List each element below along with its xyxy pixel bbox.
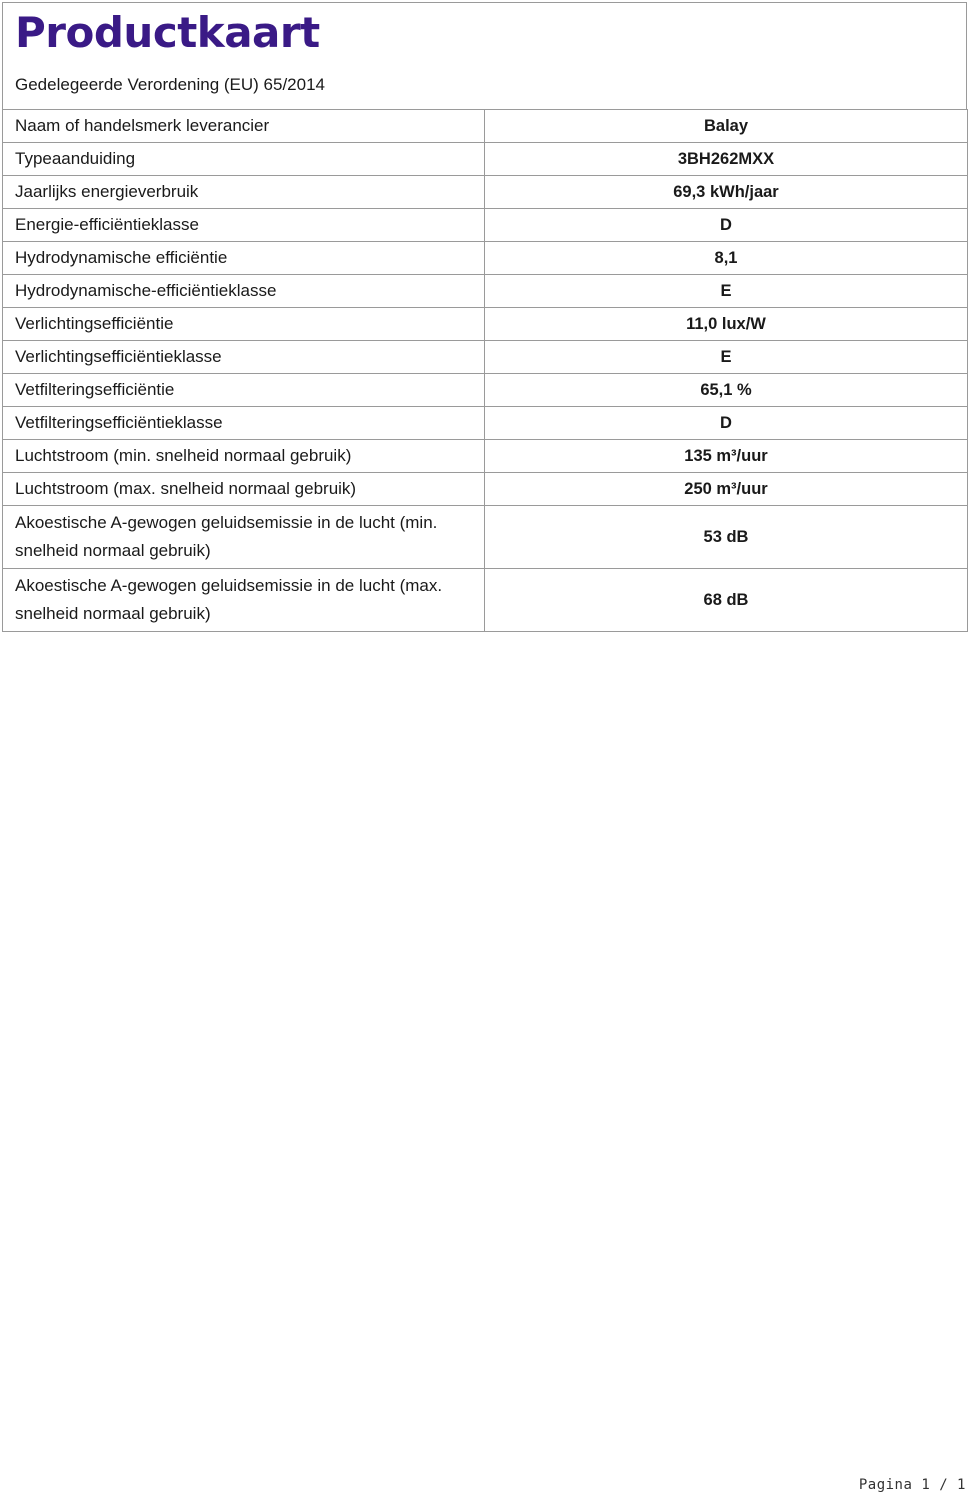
row-label: Energie-efficiëntieklasse bbox=[3, 209, 485, 242]
row-label: Akoestische A-gewogen geluidsemissie in de lucht (max. snelheid normaal gebruik) bbox=[3, 569, 485, 632]
table-row bbox=[3, 341, 968, 374]
row-value: 65,1 % bbox=[485, 374, 968, 407]
row-value: 250 m³/uur bbox=[485, 473, 968, 506]
table-row bbox=[3, 440, 968, 473]
row-label: Hydrodynamische-efficiëntieklasse bbox=[3, 275, 485, 308]
page-number: Pagina 1 / 1 bbox=[858, 1477, 966, 1493]
table-row bbox=[3, 209, 968, 242]
row-label: Luchtstroom (min. snelheid normaal gebruik) bbox=[3, 440, 485, 473]
table-row bbox=[3, 242, 968, 275]
row-label: Verlichtingsefficiëntie bbox=[3, 308, 485, 341]
row-value: D bbox=[485, 407, 968, 440]
row-label: Luchtstroom (max. snelheid normaal gebruik) bbox=[3, 473, 485, 506]
row-value: 68 dB bbox=[485, 569, 968, 632]
row-value: E bbox=[485, 341, 968, 374]
row-label: Typeaanduiding bbox=[3, 143, 485, 176]
table-row bbox=[3, 407, 968, 440]
table-row bbox=[3, 110, 968, 143]
row-label: Jaarlijks energieverbruik bbox=[3, 176, 485, 209]
page-title: Productkaart bbox=[15, 8, 320, 57]
row-value: 135 m³/uur bbox=[485, 440, 968, 473]
row-label: Akoestische A-gewogen geluidsemissie in de lucht (min. snelheid normaal gebruik) bbox=[3, 506, 485, 569]
row-value: D bbox=[485, 209, 968, 242]
product-sheet bbox=[2, 2, 967, 632]
row-value: 11,0 lux/W bbox=[485, 308, 968, 341]
row-value: Balay bbox=[485, 110, 968, 143]
sheet-header bbox=[2, 2, 967, 109]
row-value: 8,1 bbox=[485, 242, 968, 275]
table-row bbox=[3, 275, 968, 308]
spec-table bbox=[2, 109, 968, 632]
table-row bbox=[3, 506, 968, 569]
row-label: Naam of handelsmerk leverancier bbox=[3, 110, 485, 143]
row-label: Vetfilteringsefficiëntie bbox=[3, 374, 485, 407]
row-value: 53 dB bbox=[485, 506, 968, 569]
table-row bbox=[3, 308, 968, 341]
table-row bbox=[3, 176, 968, 209]
row-label: Hydrodynamische efficiëntie bbox=[3, 242, 485, 275]
row-value: E bbox=[485, 275, 968, 308]
row-label: Vetfilteringsefficiëntieklasse bbox=[3, 407, 485, 440]
regulation-subtitle: Gedelegeerde Verordening (EU) 65/2014 bbox=[15, 75, 325, 94]
table-row bbox=[3, 569, 968, 632]
table-row bbox=[3, 473, 968, 506]
table-row bbox=[3, 374, 968, 407]
table-row bbox=[3, 143, 968, 176]
row-value: 3BH262MXX bbox=[485, 143, 968, 176]
row-label: Verlichtingsefficiëntieklasse bbox=[3, 341, 485, 374]
row-value: 69,3 kWh/jaar bbox=[485, 176, 968, 209]
